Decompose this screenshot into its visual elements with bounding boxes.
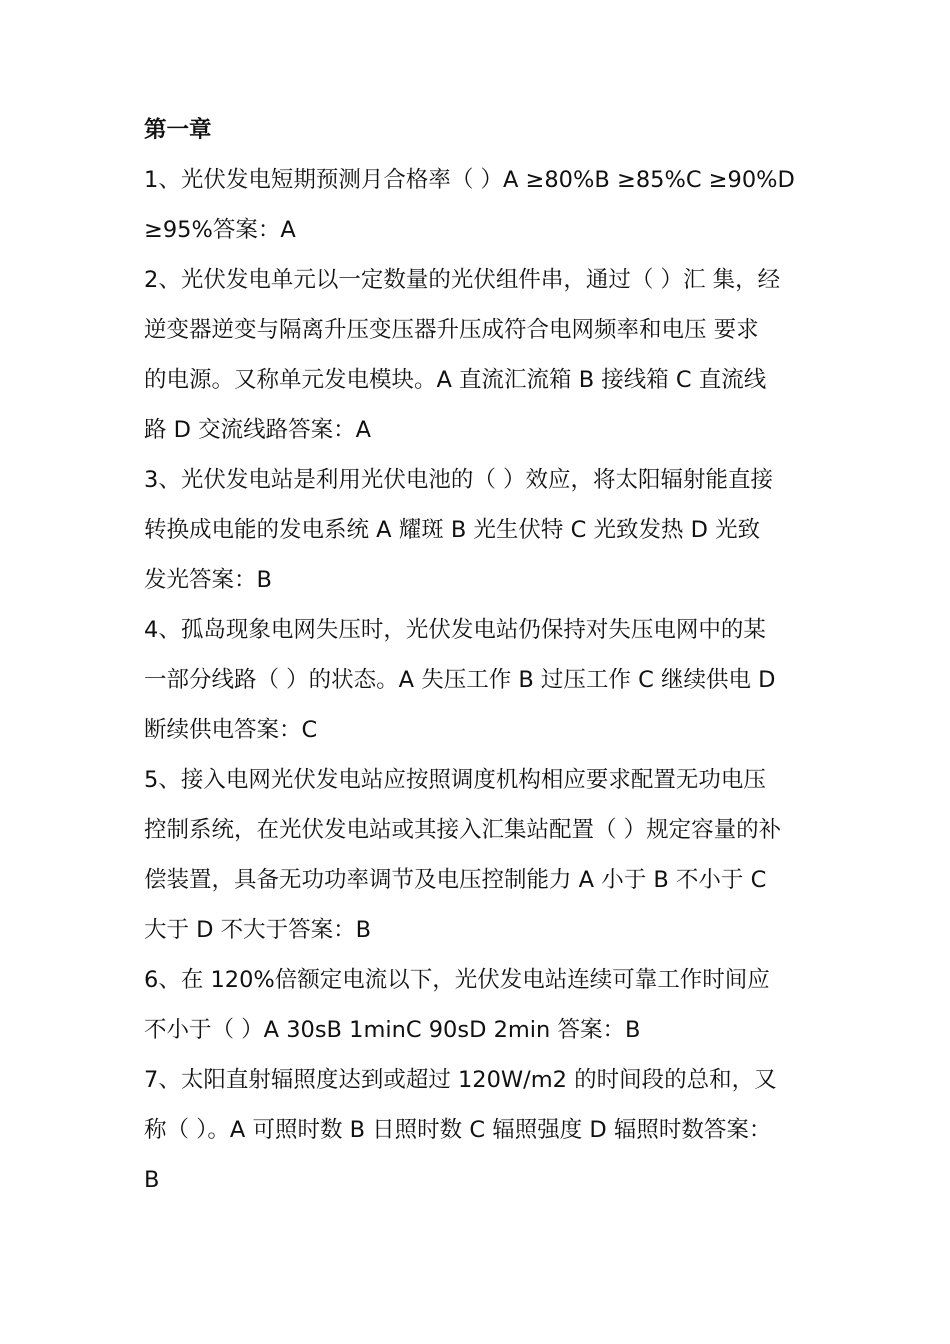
text-line: 不小于（ ）A 30sB 1minC 90sD 2min 答案：B	[144, 1017, 641, 1043]
text-line: ≥95%答案：A	[144, 217, 296, 243]
document-body	[144, 105, 812, 1205]
text-line: 大于 D 不大于答案：B	[144, 917, 372, 943]
text-line: 1、光伏发电短期预测月合格率（ ）A ≥80%B ≥85%C ≥90%D	[144, 167, 795, 193]
text-line: 转换成电能的发电系统 A 耀斑 B 光生伏特 C 光致发热 D 光致	[144, 517, 761, 543]
chapter-heading: 第一章	[144, 117, 212, 143]
text-line: 断续供电答案：C	[144, 717, 318, 743]
text-line: 发光答案：B	[144, 567, 272, 593]
text-line: 偿装置，具备无功功率调节及电压控制能力 A 小于 B 不小于 C	[144, 867, 767, 893]
text-line: 逆变器逆变与隔离升压变压器升压成符合电网频率和电压 要求	[144, 317, 759, 343]
text-line: 路 D 交流线路答案：A	[144, 417, 372, 443]
text-line: 称（ ）。A 可照时数 B 日照时数 C 辐照强度 D 辐照时数答案：	[144, 1117, 772, 1143]
text-line: 一部分线路（ ）的状态。A 失压工作 B 过压工作 C 继续供电 D	[144, 667, 776, 693]
text-line: 的电源。又称单元发电模块。A 直流汇流箱 B 接线箱 C 直流线	[144, 367, 767, 393]
text-line: 2、光伏发电单元以一定数量的光伏组件串，通过（ ）汇 集，经	[144, 267, 781, 293]
text-line: 4、孤岛现象电网失压时，光伏发电站仍保持对失压电网中的某	[144, 617, 766, 643]
text-line: 6、在 120%倍额定电流以下，光伏发电站连续可靠工作时间应	[144, 967, 770, 993]
text-line: 5、接入电网光伏发电站应按照调度机构相应要求配置无功电压	[144, 767, 766, 793]
text-line: B	[144, 1167, 160, 1193]
text-line: 3、光伏发电站是利用光伏电池的（ ）效应，将太阳辐射能直接	[144, 467, 773, 493]
text-line: 控制系统，在光伏发电站或其接入汇集站配置（ ）规定容量的补	[144, 817, 782, 843]
text-line: 7、太阳直射辐照度达到或超过 120W/m2 的时间段的总和，又	[144, 1067, 777, 1093]
